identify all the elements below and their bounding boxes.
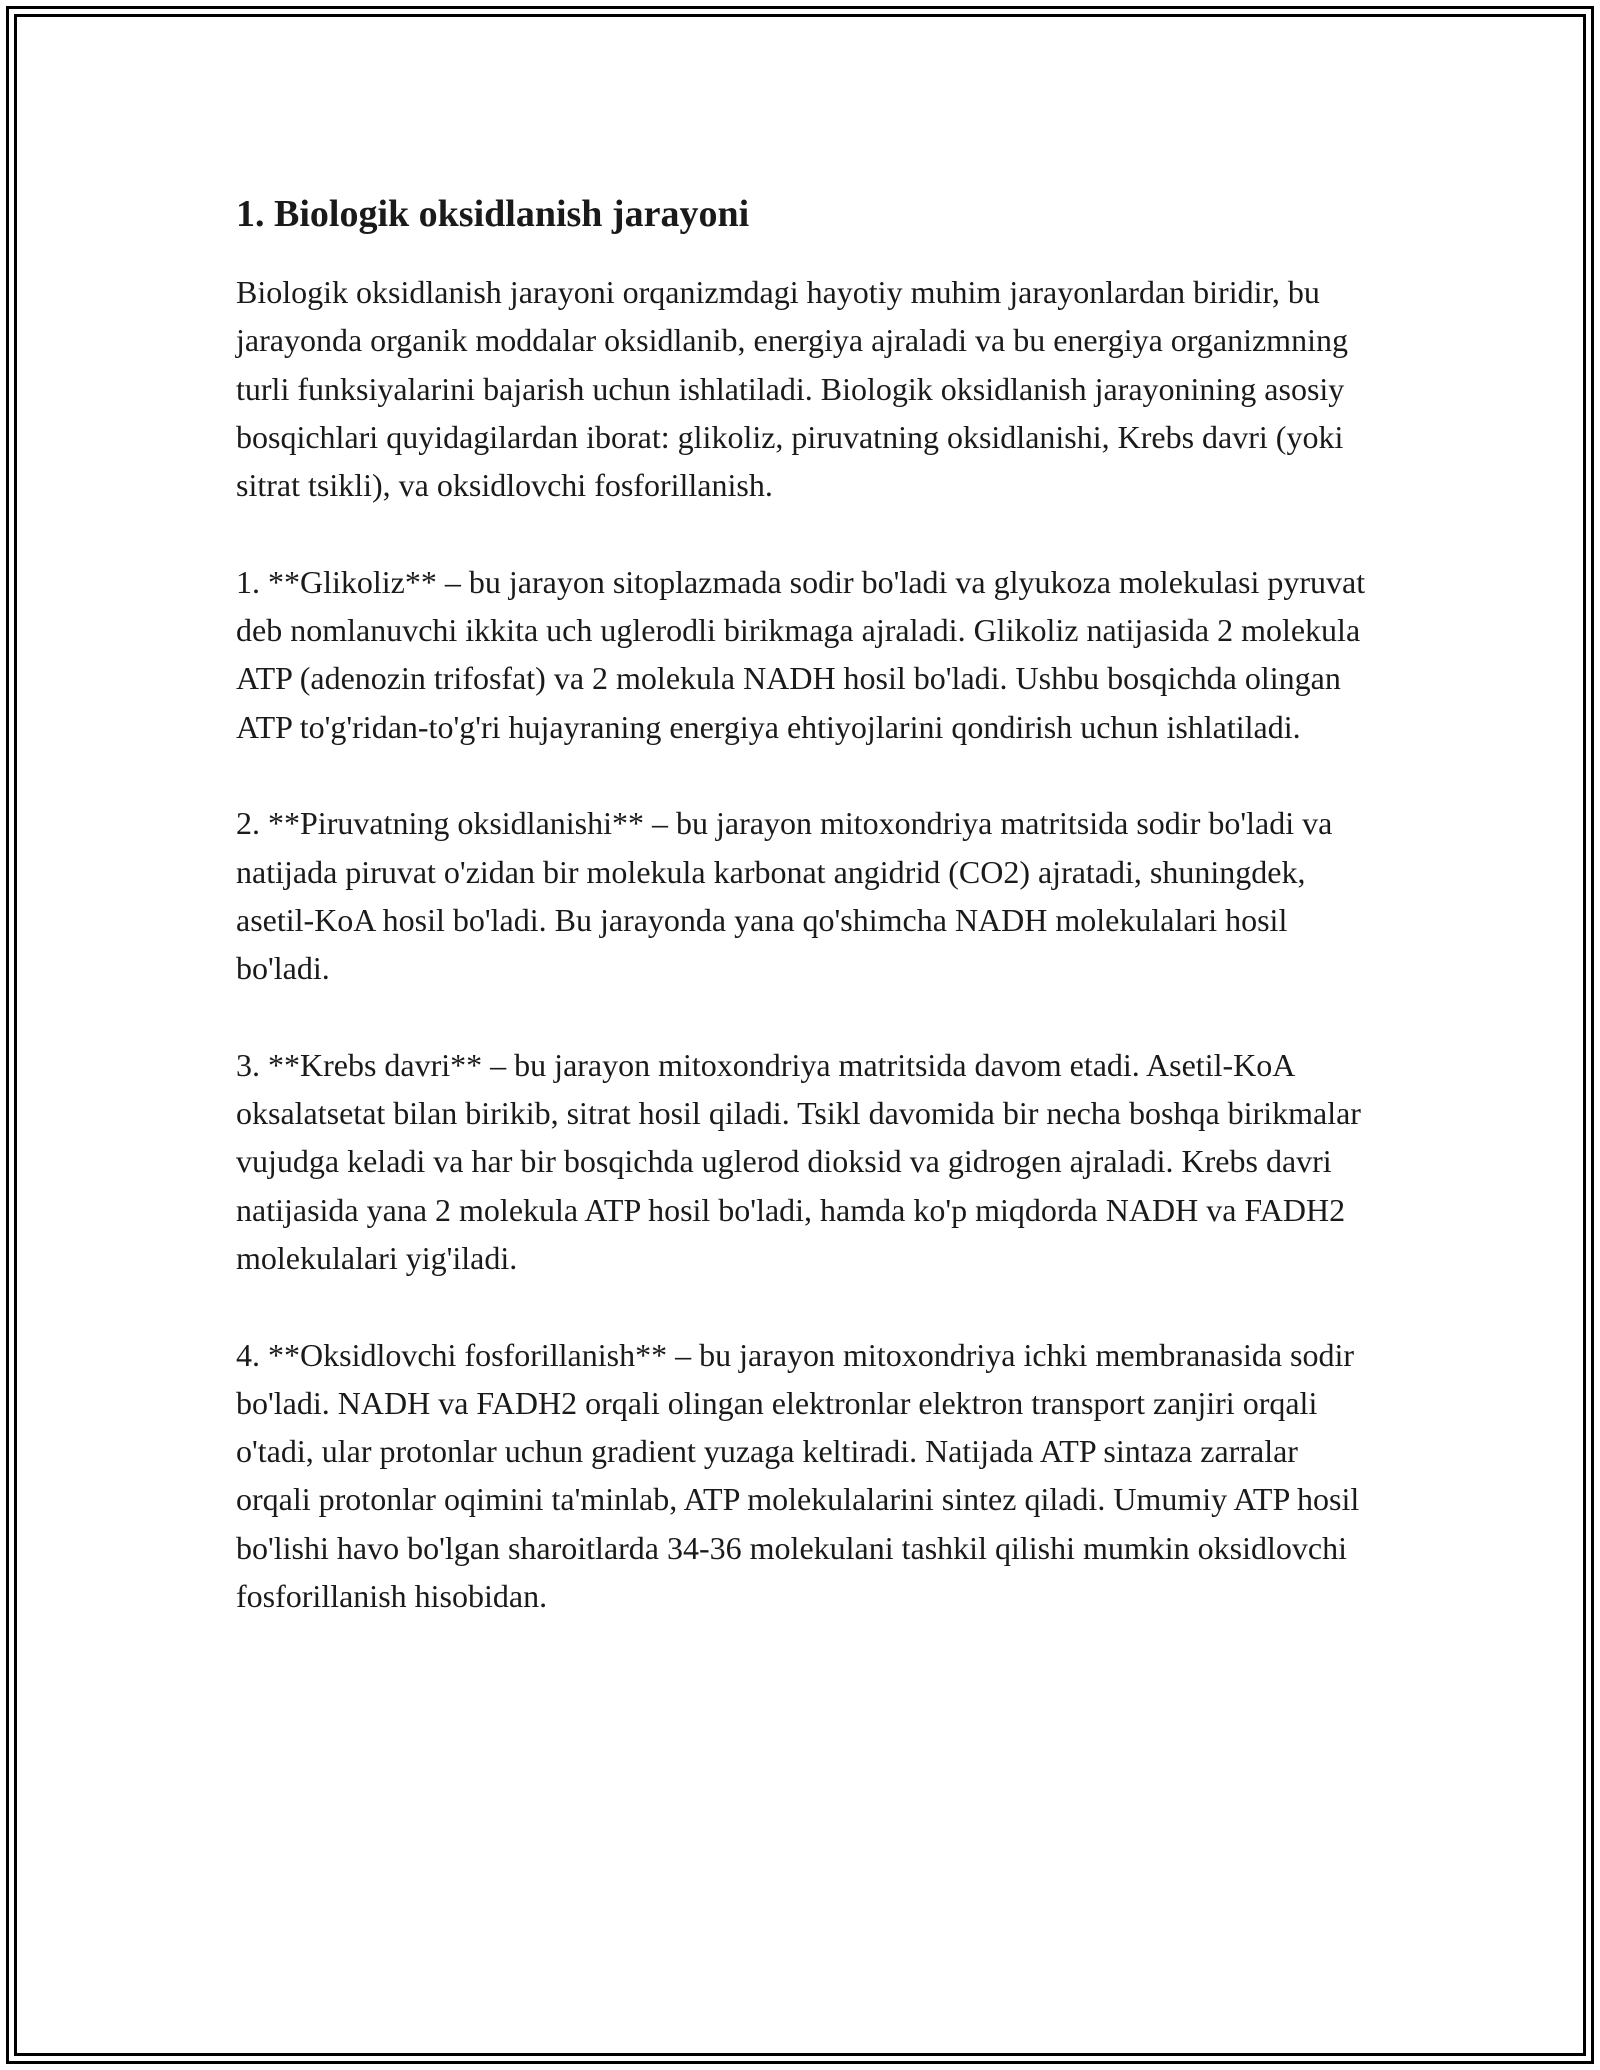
piruvat-paragraph: 2. **Piruvatning oksidlanishi** – bu jarayon mitoxondriya matritsida sodir bo'ladi va natijada piruvat o'zidan bir molekula karbonat angidrid (CO2) ajratadi, shuningdek, asetil-KoA hosil bo'ladi. Bu jarayonda yana qo'shimcha NADH molekulalari hosil bo'ladi. [236, 805, 1333, 987]
glikoliz-paragraph: 1. **Glikoliz** – bu jarayon sitoplazmada sodir bo'ladi va glyukoza molekulasi pyruvat deb nomlanuvchi ikkita uch uglerodli birikmaga ajraladi. Glikoliz natijasida 2 molekula ATP (adenozin trifosfat) va 2 molekula NADH hosil bo'ladi. Ushbu bosqichda olingan ATP to'g'ridan-to'g'ri hujayraning energiya ehtiyojlarini qondirish uchun ishlatiladi. [236, 563, 1366, 745]
intro-paragraph: Biologik oksidlanish jarayoni orqanizmdagi hayotiy muhim jarayonlardan biridir, bu jarayonda organik moddalar oksidlanib, energiya ajraladi va bu energiya organizmning turli funksiyalarini bajarish uchun ishlatiladi. Biologik oksidlanish jarayonining asosiy bosqichlari quyidagilardan iborat: glikoliz, piruvatning oksidlanishi, Krebs davri (yoki sitrat tsikli), va oksidlovchi fosforillanish. [236, 274, 1348, 504]
krebs-paragraph: 3. **Krebs davri** – bu jarayon mitoxondriya matritsida davom etadi. Asetil-KoA oksalatsetat bilan birikib, sitrat hosil qiladi. Tsikl davomida bir necha boshqa birikmalar vujudga keladi va har bir bosqichda uglerod dioksid va gidrogen ajraladi. Krebs davri natijasida yana 2 molekula ATP hosil bo'ladi, hamda ko'p miqdorda NADH va FADH2 molekulalari yig'iladi. [236, 1046, 1361, 1276]
page-title: 1. Biologik oksidlanish jarayoni [236, 193, 750, 235]
fosforillanish-paragraph: 4. **Oksidlovchi fosforillanish** – bu jarayon mitoxondriya ichki membranasida sodir bo'ladi. NADH va FADH2 orqali olingan elektronlar elektron transport zanjiri orqali o'tadi, ular protonlar uchun gradient yuzaga keltiradi. Natijada ATP sintaza zarralar orqali protonlar oqimini ta'minlab, ATP molekulalarini sintez qiladi. Umumiy ATP hosil bo'lishi havo bo'lgan sharoitlarda 34-36 molekulani tashkil qilishi mumkin oksidlovchi fosforillanish hisobidan. [236, 1336, 1360, 1615]
document-body [236, 186, 1376, 1669]
